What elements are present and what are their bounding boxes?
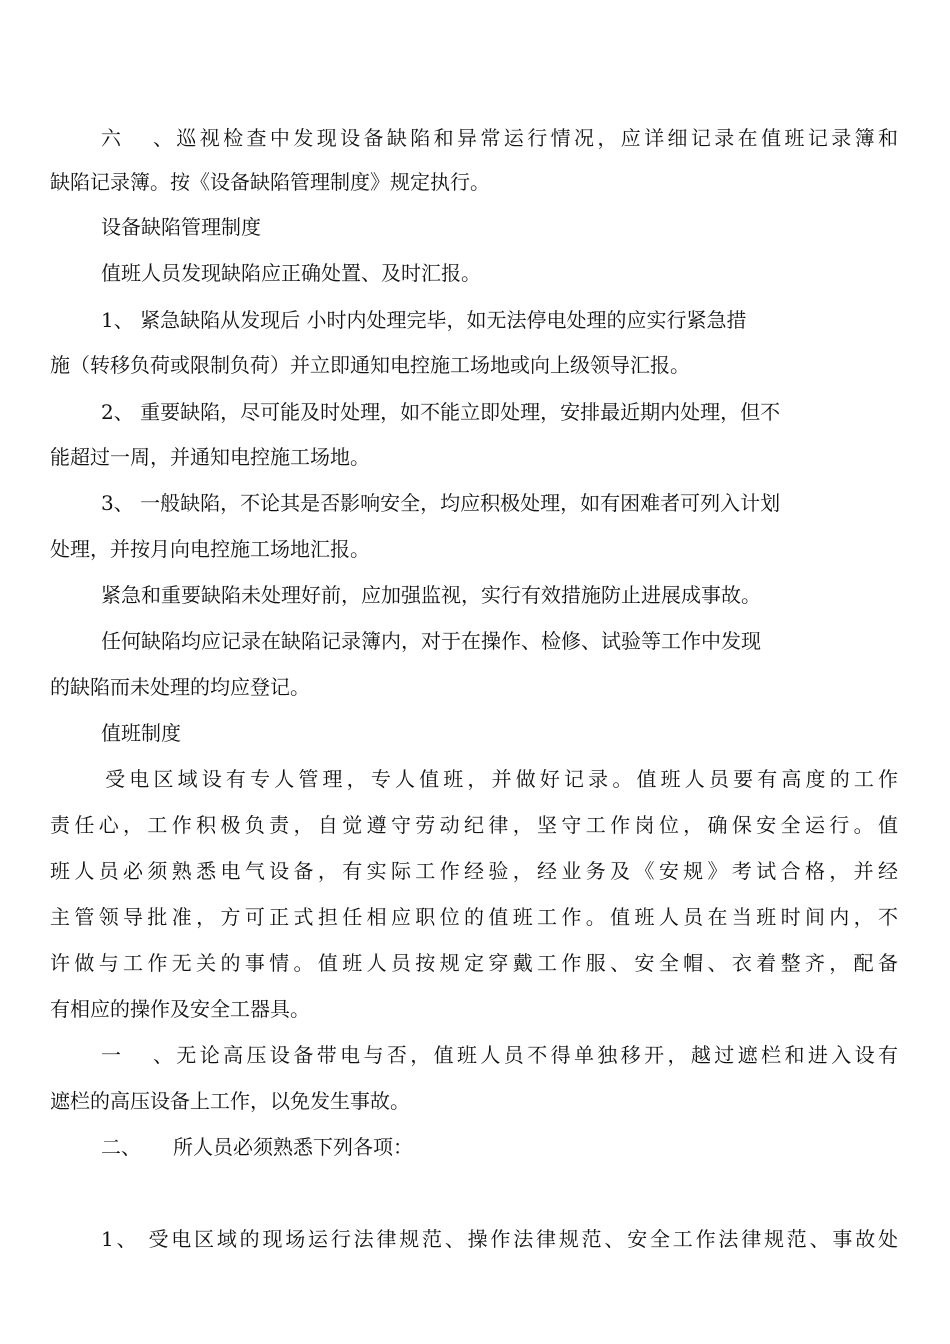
item-number: 六、 — [101, 126, 173, 150]
paragraph-2-line-1 — [101, 1133, 413, 1161]
line-text: 受电区域设有专人管理，专人值班，并做好记录。值班人员要有高度的工作 — [101, 767, 898, 791]
line-text: 巡视检查中发现设备缺陷和异常运行情况，应详细记录在值班记录簿和 — [173, 126, 898, 150]
item-3-line-2: 处理，并按月向电控施工场地汇报。 — [50, 537, 370, 561]
record-rule-line-1: 任何缺陷均应记录在缺陷记录簿内，对于在操作、检修、试验等工作中发现 — [101, 629, 761, 653]
list-item-1-line-1: 1、 受电区域的现场运行法律规范、操作法律规范、安全工作法律规范、事故处 — [101, 1227, 898, 1251]
paragraph-1-line-1 — [50, 1041, 898, 1069]
item-1-line-2: 施（转移负荷或限制负荷）并立即通知电控施工场地或向上级领导汇报。 — [50, 353, 690, 377]
item-2-line-1: 2、 重要缺陷，尽可能及时处理，如不能立即处理，安排最近期内处理，但不 — [101, 400, 781, 424]
paragraph-6-line-2: 缺陷记录簿。按《设备缺陷管理制度》规定执行。 — [50, 170, 490, 194]
duty-paragraph-line-3: 班人员必须熟悉电气设备，有实际工作经验，经业务及《安规》考试合格，并经 — [50, 859, 898, 883]
monitoring-rule: 紧急和重要缺陷未处理好前，应加强监视，实行有效措施防止进展成事故。 — [101, 583, 761, 607]
line-text: 所人员必须熟悉下列各项： — [173, 1135, 413, 1159]
defect-report-rule: 值班人员发现缺陷应正确处置、及时汇报。 — [101, 261, 481, 285]
duty-paragraph-line-1 — [50, 765, 898, 793]
item-2-line-2: 能超过一周，并通知电控施工场地。 — [50, 445, 370, 469]
paragraph-1-line-2: 遮栏的高压设备上工作，以免发生事故。 — [50, 1089, 410, 1113]
item-1-line-1: 1、 紧急缺陷从发现后 小时内处理完毕，如无法停电处理的应实行紧急措 — [101, 308, 747, 332]
paragraph-6-line-1 — [50, 124, 898, 152]
duty-paragraph-line-4: 主管领导批准，方可正式担任相应职位的值班工作。值班人员在当班时间内，不 — [50, 905, 898, 929]
item-number: 二、 — [101, 1135, 141, 1159]
record-rule-line-2: 的缺陷而未处理的均应登记。 — [50, 675, 310, 699]
duty-paragraph-line-5: 许做与工作无关的事情。值班人员按规定穿戴工作服、安全帽、衣着整齐，配备 — [50, 951, 898, 975]
section-heading-duty-system: 值班制度 — [101, 721, 181, 745]
item-3-line-1: 3、 一般缺陷，不论其是否影响安全，均应积极处理，如有困难者可列入计划 — [101, 491, 781, 515]
item-number: 一、 — [101, 1043, 173, 1067]
duty-paragraph-line-6: 有相应的操作及安全工器具。 — [50, 997, 310, 1021]
duty-paragraph-line-2: 责任心，工作积极负责，自觉遵守劳动纪律，坚守工作岗位，确保安全运行。值 — [50, 813, 898, 837]
line-text: 无论高压设备带电与否，值班人员不得单独移开，越过遮栏和进入设有 — [173, 1043, 898, 1067]
section-heading-defect-management: 设备缺陷管理制度 — [101, 215, 261, 239]
